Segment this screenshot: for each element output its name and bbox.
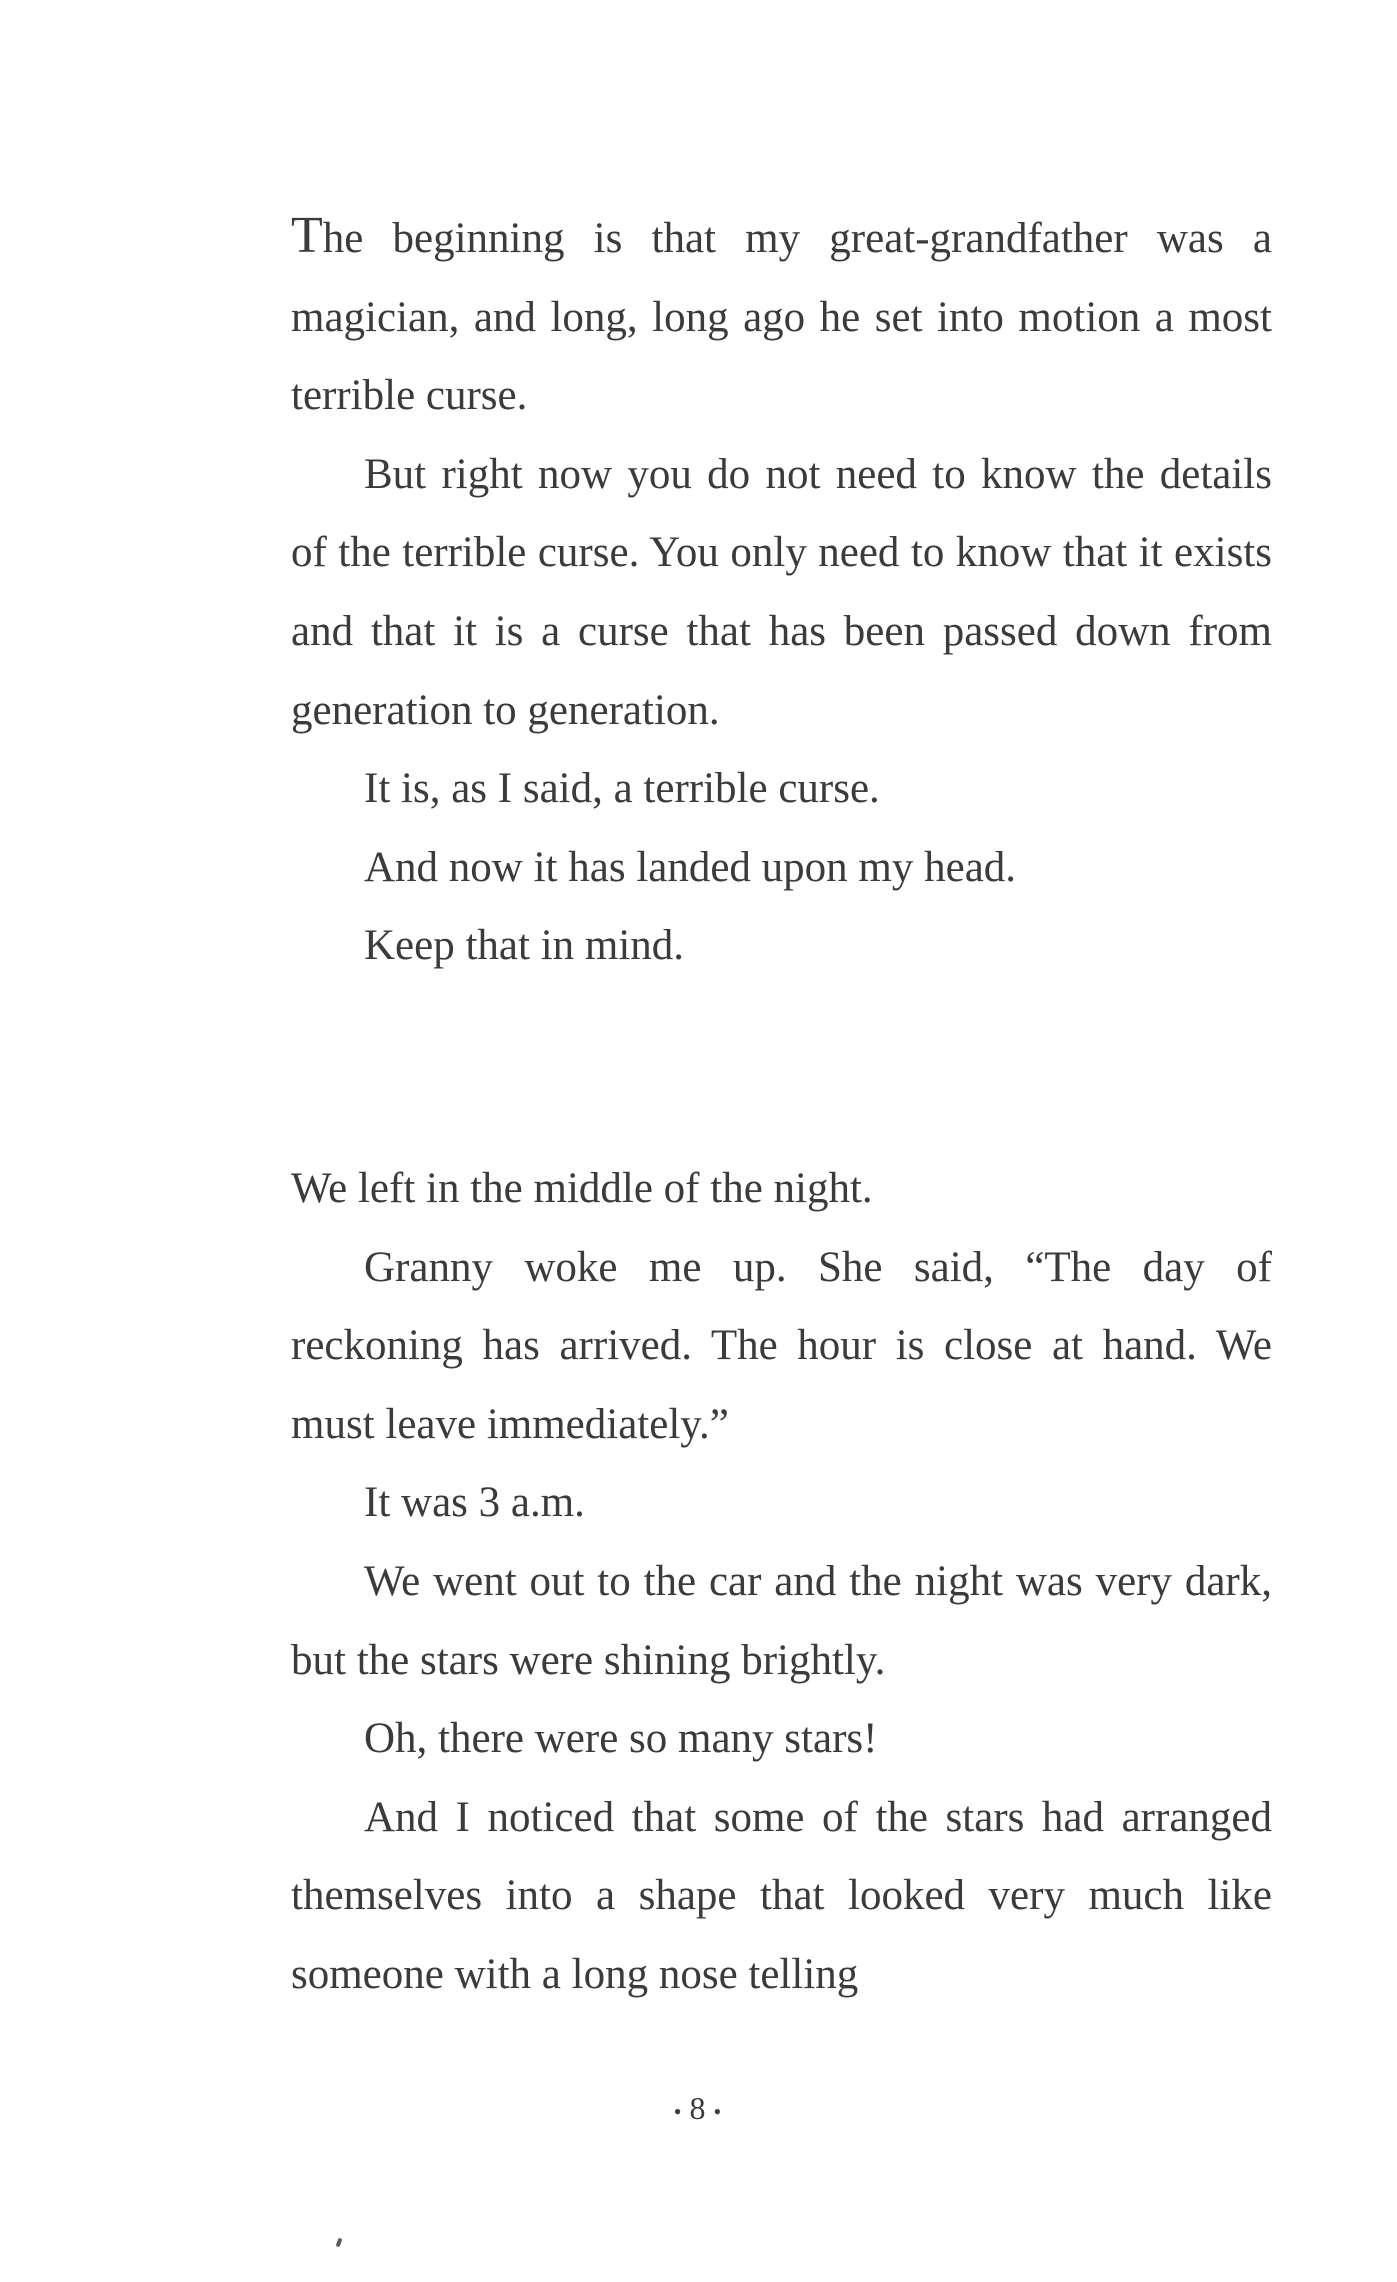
paragraph: Oh, there were so many stars! xyxy=(364,1715,878,1763)
paragraph: It was 3 a.m. xyxy=(364,1479,585,1527)
page-number xyxy=(0,2090,1397,2127)
ornament-left-icon: • xyxy=(673,2098,684,2124)
paragraph: Keep that in mind. xyxy=(364,922,685,970)
paragraph-opening xyxy=(291,200,1272,436)
paragraph: Granny woke me up. She said, “The day of reckoning has arrived. The hour is close at hand. We must leave immediately.” xyxy=(291,1243,1272,1448)
paragraph: And now it has landed upon my head. xyxy=(364,843,1017,891)
ink-speck xyxy=(336,2238,343,2248)
paragraph: But right now you do not need to know the details of the terrible curse. You only need to know that it exists and that it is a curse that has been passed down from generation to generation. xyxy=(291,450,1272,734)
paragraph: We left in the middle of the night. xyxy=(291,1165,873,1212)
section-two xyxy=(291,1150,1272,2015)
paragraph: It is, as I said, a terrible curse. xyxy=(364,765,880,813)
paragraph: We went out to the car and the night was very dark, but the stars were shining brightly. xyxy=(291,1557,1272,1684)
paragraph-opening-text: he beginning is that my great-grandfather was a magician, and long, long ago he set into motion a most terrible curse. xyxy=(291,215,1272,420)
ornament-right-icon: • xyxy=(713,2098,724,2124)
opening-initial: T xyxy=(291,207,323,264)
section-one xyxy=(291,200,1272,986)
page-number-value: 8 xyxy=(689,2090,708,2126)
paragraph: And I noticed that some of the stars had arranged themselves into a shape that looked very much like someone with a long nose telling xyxy=(291,1793,1272,1998)
